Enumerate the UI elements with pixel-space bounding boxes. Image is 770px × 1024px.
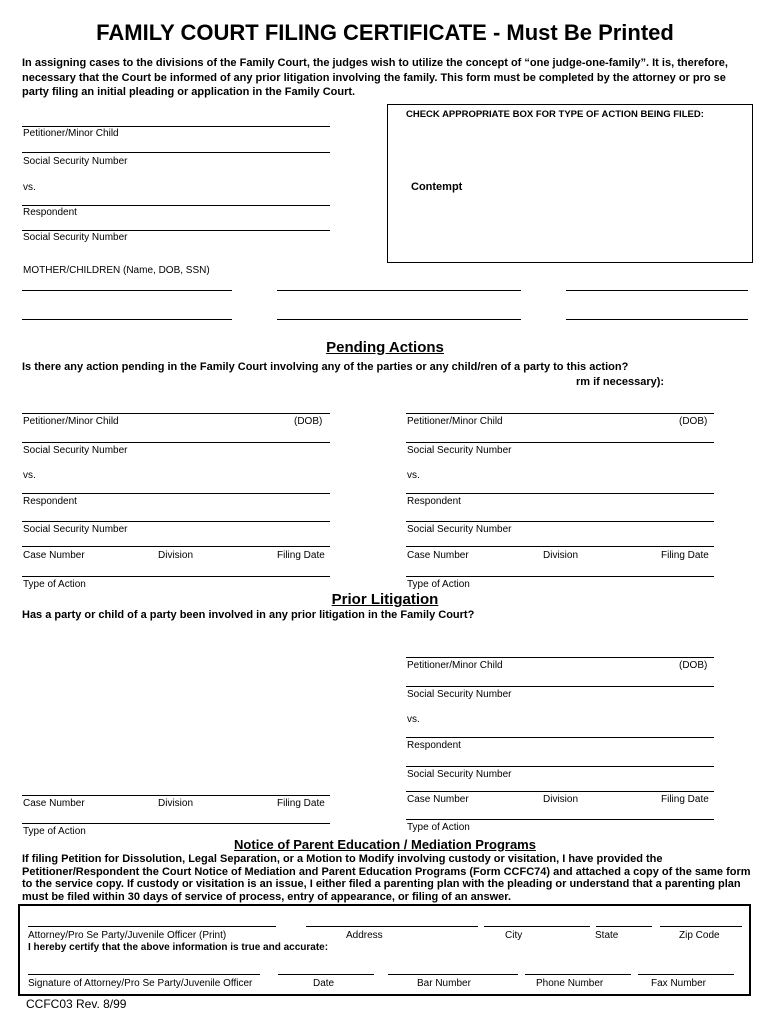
- pending-right-ssn2-line[interactable]: [406, 521, 714, 522]
- pending-right-petitioner-line[interactable]: [406, 413, 714, 414]
- pending-right-petitioner-label: Petitioner/Minor Child: [407, 416, 503, 427]
- intro-paragraph: In assigning cases to the divisions of the Family Court, the judges wish to utilize the concept of “one judge-one-family”. It is, therefore, necessary that the Court be informed of any prior litigation involving the family. This form must be completed by the attorney or pro se party filing an initial pleading or application in the Family Court.: [22, 57, 728, 98]
- form-code: CCFC03 Rev. 8/99: [26, 997, 127, 1011]
- pending-right-ssn2-label: Social Security Number: [407, 524, 512, 535]
- pending-right-filing-date-label: Filing Date: [661, 550, 709, 561]
- pending-left-division-label: Division: [158, 550, 194, 561]
- prior-left-type-label: Type of Action: [23, 826, 86, 837]
- ssn2-label: Social Security Number: [23, 232, 128, 243]
- pending-left-ssn2-line[interactable]: [22, 521, 330, 522]
- pending-left-petitioner-line[interactable]: [22, 413, 330, 414]
- pending-left-case-line[interactable]: [22, 546, 330, 547]
- address-label: Address: [346, 930, 383, 941]
- pending-left-respondent-label: Respondent: [23, 496, 77, 507]
- fax-label: Fax Number: [651, 978, 707, 989]
- mother-child-line[interactable]: [566, 290, 748, 291]
- pending-left-filing-date-label: Filing Date: [277, 550, 325, 561]
- certify-statement: I hereby certify that the above information is true and accurate:: [28, 942, 329, 953]
- pending-right-division-label: Division: [543, 550, 579, 561]
- pending-question-continued: rm if necessary):: [576, 376, 665, 388]
- prior-right-ssn1-label: Social Security Number: [407, 689, 512, 700]
- prior-right-ssn2-label: Social Security Number: [407, 769, 512, 780]
- signature-box: [18, 904, 751, 996]
- prior-right-case-number-label: Case Number: [407, 794, 469, 805]
- attorney-name-line[interactable]: [28, 926, 276, 927]
- pending-right-case-number-label: Case Number: [407, 550, 469, 561]
- pending-left-ssn1-label: Social Security Number: [23, 445, 128, 456]
- petitioner-label: Petitioner/Minor Child: [23, 128, 119, 139]
- form-title: FAMILY COURT FILING CERTIFICATE - Must Be Printed: [96, 20, 674, 45]
- city-line[interactable]: [484, 926, 590, 927]
- pending-left-type-line[interactable]: [22, 576, 330, 577]
- respondent-label: Respondent: [23, 207, 77, 218]
- mother-child-line[interactable]: [22, 319, 232, 320]
- prior-heading: Prior Litigation: [331, 591, 439, 608]
- pending-right-case-line[interactable]: [406, 546, 714, 547]
- ssn2-line[interactable]: [22, 230, 330, 231]
- pending-left-case-number-label: Case Number: [23, 550, 85, 561]
- pending-right-ssn1-line[interactable]: [406, 442, 714, 443]
- phone-line[interactable]: [525, 974, 631, 975]
- mother-child-line[interactable]: [277, 319, 521, 320]
- prior-right-case-line[interactable]: [406, 791, 714, 792]
- signature-label: Signature of Attorney/Pro Se Party/Juvenile Officer: [28, 978, 253, 989]
- mother-child-line[interactable]: [277, 290, 521, 291]
- prior-right-respondent-line[interactable]: [406, 737, 714, 738]
- bar-number-label: Bar Number: [417, 978, 471, 989]
- pending-right-vs-label: vs.: [407, 470, 420, 481]
- contempt-option[interactable]: Contempt: [411, 181, 463, 193]
- pending-left-respondent-line[interactable]: [22, 493, 330, 494]
- zip-label: Zip Code: [679, 930, 720, 941]
- prior-right-vs-label: vs.: [407, 714, 420, 725]
- action-type-box: [387, 104, 753, 263]
- prior-right-petitioner-line[interactable]: [406, 657, 714, 658]
- respondent-line[interactable]: [22, 205, 330, 206]
- state-line[interactable]: [596, 926, 652, 927]
- prior-right-ssn1-line[interactable]: [406, 686, 714, 687]
- phone-label: Phone Number: [536, 978, 604, 989]
- pending-left-ssn1-line[interactable]: [22, 442, 330, 443]
- mother-child-line[interactable]: [22, 290, 232, 291]
- zip-line[interactable]: [660, 926, 742, 927]
- prior-left-type-line[interactable]: [22, 823, 330, 824]
- attorney-print-label: Attorney/Pro Se Party/Juvenile Officer (Print): [28, 930, 227, 941]
- notice-heading: Notice of Parent Education / Mediation Programs: [234, 837, 536, 852]
- city-label: City: [505, 930, 523, 941]
- signature-line[interactable]: [28, 974, 260, 975]
- date-line[interactable]: [278, 974, 374, 975]
- action-box-header: CHECK APPROPRIATE BOX FOR TYPE OF ACTION BEING FILED:: [406, 109, 704, 120]
- prior-right-filing-date-label: Filing Date: [661, 794, 709, 805]
- prior-right-type-line[interactable]: [406, 819, 714, 820]
- pending-right-type-line[interactable]: [406, 576, 714, 577]
- pending-right-type-label: Type of Action: [407, 579, 470, 590]
- pending-right-ssn1-label: Social Security Number: [407, 445, 512, 456]
- prior-left-case-line[interactable]: [22, 795, 330, 796]
- prior-right-type-label: Type of Action: [407, 822, 470, 833]
- pending-left-dob-label: (DOB): [294, 416, 323, 427]
- prior-right-ssn2-line[interactable]: [406, 766, 714, 767]
- pending-question: Is there any action pending in the Family Court involving any of the parties or any child/ren of a party to this action?: [22, 361, 629, 373]
- vs-label: vs.: [23, 182, 36, 193]
- notice-paragraph: If filing Petition for Dissolution, Legal Separation, or a Motion to Modify involving custody or visitation, I have provided the Petitioner/Respondent the Court Notice of Mediation and Parent Education Programs (Form CCFC74) and attached a copy of the same form to the service copy. If custody or visitation is an issue, I either filed a parenting plan with the pleading or understand that a parenting plan must be filed within 30 days of service of process, entry of appearance, or filing of an answer.: [22, 853, 751, 903]
- pending-left-vs-label: vs.: [23, 470, 36, 481]
- state-label: State: [595, 930, 619, 941]
- pending-left-ssn2-label: Social Security Number: [23, 524, 128, 535]
- prior-right-respondent-label: Respondent: [407, 740, 461, 751]
- prior-right-petitioner-label: Petitioner/Minor Child: [407, 660, 503, 671]
- mother-children-label: MOTHER/CHILDREN (Name, DOB, SSN): [23, 265, 210, 276]
- pending-right-respondent-line[interactable]: [406, 493, 714, 494]
- pending-left-type-label: Type of Action: [23, 579, 86, 590]
- prior-right-division-label: Division: [543, 794, 579, 805]
- pending-left-petitioner-label: Petitioner/Minor Child: [23, 416, 119, 427]
- date-label: Date: [313, 978, 335, 989]
- prior-left-division-label: Division: [158, 798, 194, 809]
- petitioner-line[interactable]: [22, 126, 330, 127]
- prior-left-filing-date-label: Filing Date: [277, 798, 325, 809]
- prior-left-case-number-label: Case Number: [23, 798, 85, 809]
- pending-heading: Pending Actions: [326, 339, 444, 356]
- pending-right-respondent-label: Respondent: [407, 496, 461, 507]
- bar-number-line[interactable]: [388, 974, 518, 975]
- prior-right-dob-label: (DOB): [679, 660, 708, 671]
- pending-right-dob-label: (DOB): [679, 416, 708, 427]
- address-line[interactable]: [306, 926, 478, 927]
- ssn1-label: Social Security Number: [23, 156, 128, 167]
- mother-child-line[interactable]: [566, 319, 748, 320]
- fax-line[interactable]: [638, 974, 734, 975]
- ssn1-line[interactable]: [22, 152, 330, 153]
- prior-question: Has a party or child of a party been involved in any prior litigation in the Family Court?: [22, 609, 475, 621]
